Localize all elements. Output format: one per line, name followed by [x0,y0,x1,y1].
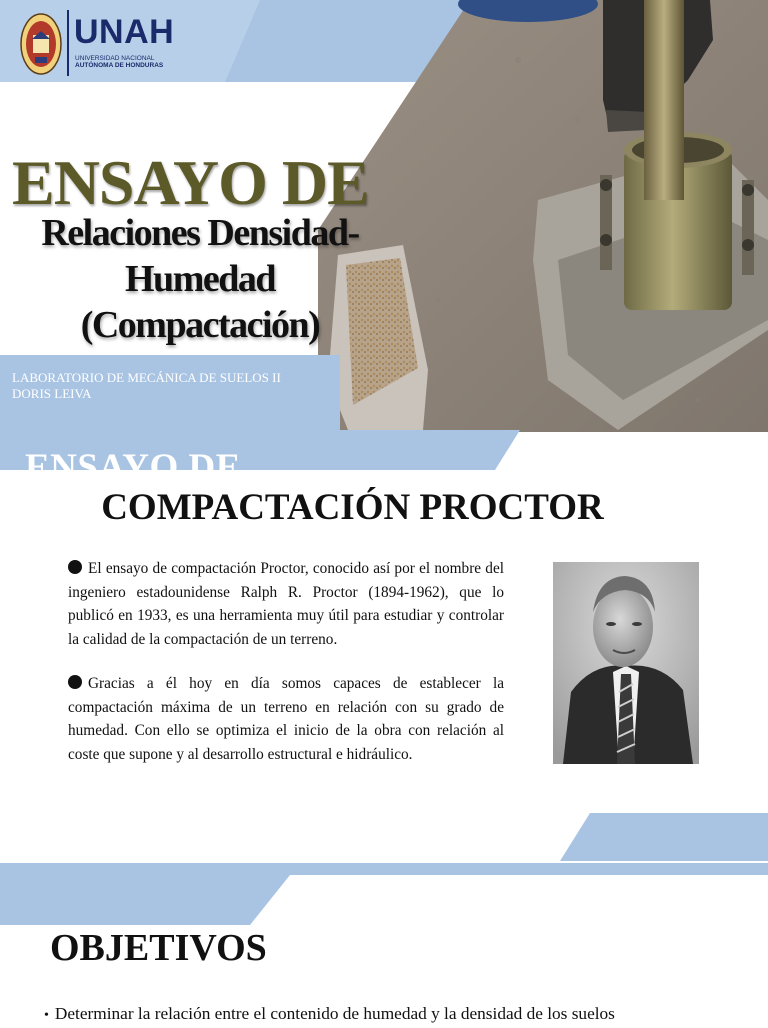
logo-subtitle-line1: UNIVERSIDAD NACIONAL [75,55,155,62]
paragraph-1 [68,557,504,651]
bottom-blue-band [0,805,768,930]
bullet-icon: • [44,1008,49,1023]
lab-name: LABORATORIO DE MECÁNICA DE SUELOS II [12,370,281,385]
paragraph-2-text: Gracias a él hoy en día somos capaces de establecer la compactación máxima de un terreno en relación con su grado de humedad. Con ello se optimiza el inicio de la obra con relación al coste que supone y al desarrollo estructural e hidráulico. [68,675,504,763]
bullet-icon [68,675,82,689]
portrait-photo [553,562,699,764]
logo-subtitle-line2: AUTÓNOMA DE HONDURAS [75,62,164,69]
cover-heading-line3: Humedad [125,258,275,300]
bullet-icon [68,560,82,574]
university-seal-icon [20,13,62,75]
objectives-heading: OBJETIVOS [50,927,267,969]
section-overlay-heading: ENSAYO DE [25,446,241,492]
cover-heading-line4: (Compactación) [80,304,320,346]
objective-item-text: Determinar la relación entre el contenido de humedad y la densidad de los suelos [54,1004,615,1023]
lab-info [12,370,281,402]
cover-heading-main: ENSAYO DE [12,147,369,218]
paragraph-2 [68,672,504,766]
author-name: DORIS LEIVA [12,386,92,401]
objective-item [44,1002,744,1028]
cover-heading-subtitle [0,210,400,348]
section-heading: COMPACTACIÓN PROCTOR [101,487,604,528]
cover-heading-line2: Relaciones Densidad- [41,212,359,254]
logo-divider [67,10,69,76]
paragraph-1-text: El ensayo de compactación Proctor, conocido así por el nombre del ingeniero estadounidense Ralph R. Proctor (1894-1962), que lo publicó en 1933, es una herramienta muy útil para estudiar y controlar la calidad de la compactación de un terreno. [68,560,504,648]
logo-title: UNAH [74,13,175,51]
